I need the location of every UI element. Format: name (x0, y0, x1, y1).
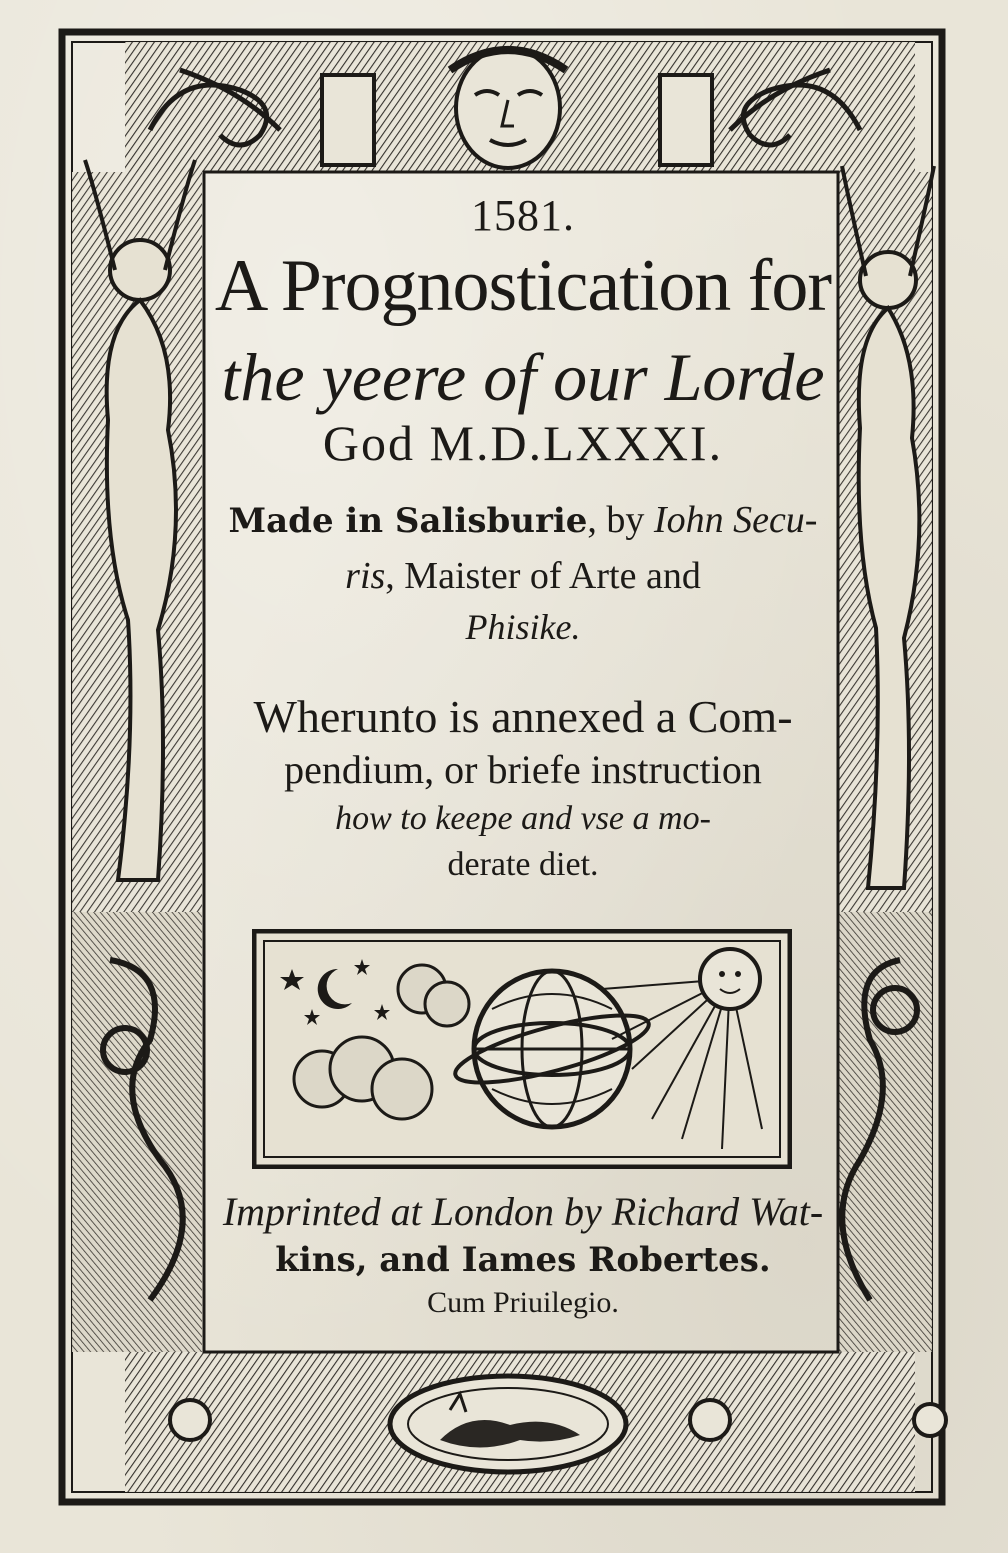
imprint-line-2: kins, and Iames Robertes. (275, 1240, 771, 1280)
title-line-2: the yeere of our Lorde (221, 339, 825, 415)
made-by: , by (587, 499, 645, 541)
author-title-2: Phisike. (465, 607, 581, 647)
annex-line-1: Wherunto is annexed a Com- (253, 691, 793, 742)
author-name-part1: Iohn Secu- (653, 499, 818, 541)
author-name-part2: ris (345, 555, 386, 597)
left-scroll-ornament (72, 912, 202, 1352)
author-line-1 (208, 498, 838, 542)
made-in-salisburie: Made in Salisburie (228, 501, 588, 541)
privilege-line: Cum Priuilegio. (427, 1286, 619, 1319)
author-line-2 (208, 554, 838, 598)
year: 1581. (471, 191, 575, 240)
hare-cartouche-ornament (390, 1376, 626, 1472)
annex-line-3: how to keepe and vse a mo- (335, 800, 711, 837)
author-title: , Maister of Arte and (385, 555, 701, 597)
annex-line-4: derate diet. (447, 846, 599, 883)
annex-line-2: pendium, or briefe instruction (284, 747, 762, 792)
title-page-text (208, 178, 838, 1348)
right-scroll-ornament (838, 912, 932, 1352)
title-line-3: God M.D.LXXXI. (322, 415, 724, 471)
imprint-line-1: Imprinted at London by Richard Wat- (222, 1189, 824, 1234)
title-line-1: A Prognostication for (214, 245, 832, 327)
